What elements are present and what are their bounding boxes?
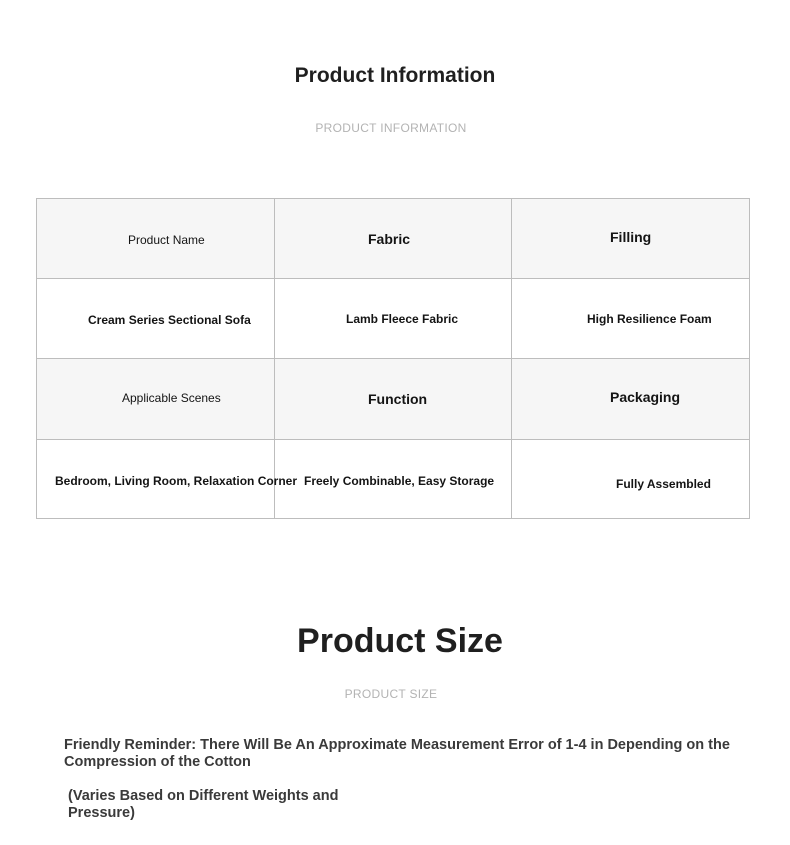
header-function: Function bbox=[368, 391, 428, 407]
header-filling: Filling bbox=[610, 229, 652, 245]
table-divider bbox=[37, 278, 749, 279]
product-information-subtitle: PRODUCT INFORMATION bbox=[315, 121, 467, 135]
product-size-title: Product Size bbox=[297, 622, 503, 660]
measurement-variance-note: (Varies Based on Different Weights and Pressure) bbox=[68, 788, 339, 821]
header-packaging: Packaging bbox=[610, 389, 681, 405]
friendly-reminder-text: Friendly Reminder: There Will Be An Approximate Measurement Error of 1-4 in Depending on the Compression of the Cotton bbox=[64, 737, 730, 770]
table-divider bbox=[511, 199, 512, 518]
table-divider bbox=[37, 358, 749, 359]
value-packaging: Fully Assembled bbox=[616, 477, 711, 491]
value-product-name: Cream Series Sectional Sofa bbox=[88, 313, 251, 327]
table-divider bbox=[274, 199, 275, 518]
value-filling: High Resilience Foam bbox=[587, 312, 712, 326]
value-applicable-scenes: Bedroom, Living Room, Relaxation Corner bbox=[55, 474, 298, 488]
header-fabric: Fabric bbox=[368, 231, 411, 247]
product-size-subtitle: PRODUCT SIZE bbox=[344, 687, 438, 701]
header-applicable-scenes: Applicable Scenes bbox=[122, 391, 221, 405]
header-product-name: Product Name bbox=[128, 233, 205, 247]
value-function: Freely Combinable, Easy Storage bbox=[304, 474, 495, 488]
product-info-table bbox=[36, 198, 750, 519]
product-information-title: Product Information bbox=[294, 64, 496, 87]
table-divider bbox=[37, 439, 749, 440]
value-fabric: Lamb Fleece Fabric bbox=[346, 312, 459, 326]
